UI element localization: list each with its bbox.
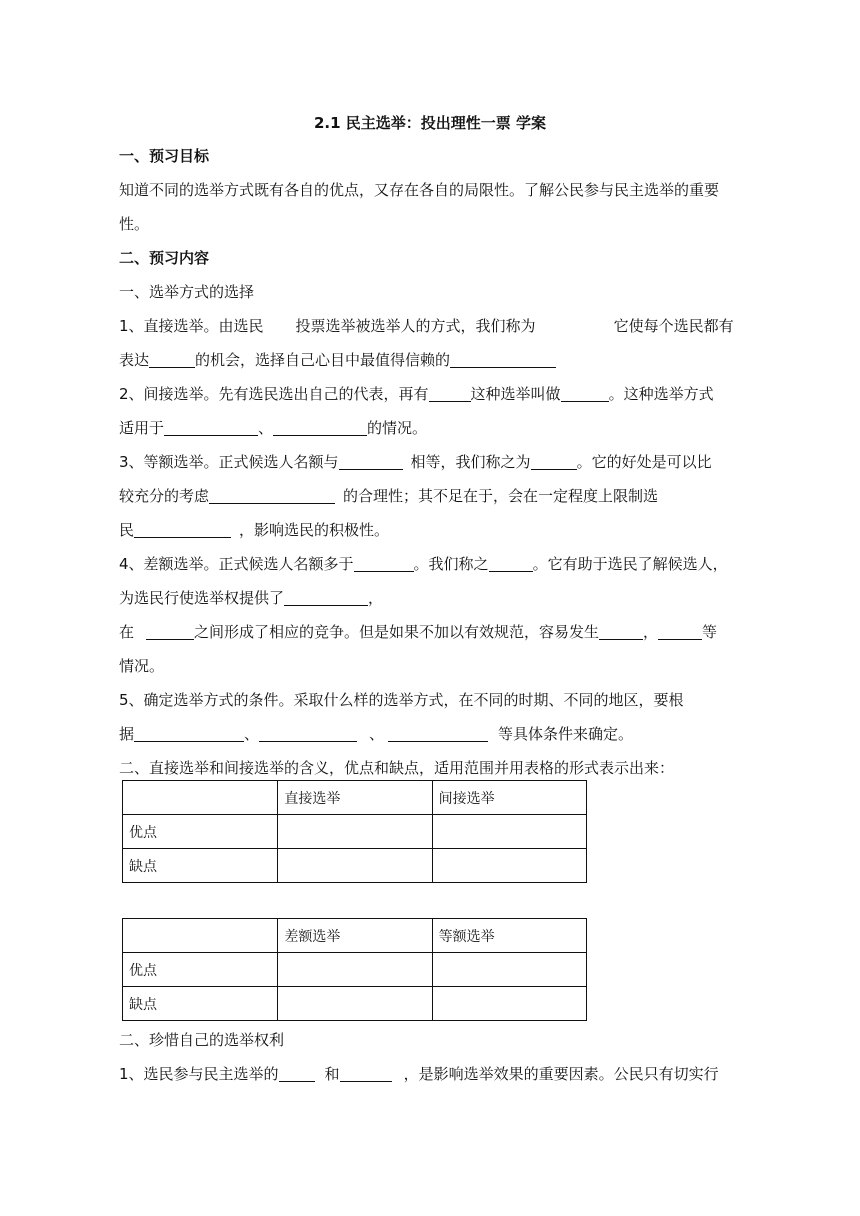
subheading-table-instruction: 二、直接选举和间接选举的含义，优点和缺点，适用范围并用表格的形式表示出来： — [119, 759, 675, 777]
text: 3、等额选举。正式候选人名额与 — [119, 453, 339, 471]
text: 、 — [369, 725, 385, 743]
text: 1、选民参与民主选举的 — [119, 1065, 279, 1083]
conditions-line-2 — [119, 724, 633, 744]
table-header-cell: 等额选举 — [432, 919, 586, 953]
text: 等具体条件来确定。 — [498, 725, 634, 743]
table-cell — [123, 781, 278, 815]
text: 相等，我们称之为 — [410, 453, 531, 471]
table-cell[interactable] — [432, 815, 586, 849]
text: 这种选举叫做 — [470, 385, 561, 403]
text: 1、直接选举。由选民 — [119, 317, 264, 335]
text: 。我们称之 — [413, 555, 489, 573]
fill-blank[interactable] — [164, 419, 258, 436]
goals-text-line-1: 知道不同的选举方式既有各自的优点，又存在各自的局限性。了解公民参与民主选举的重要 — [119, 181, 720, 199]
fill-blank[interactable] — [134, 725, 244, 742]
fill-blank[interactable] — [134, 521, 231, 538]
table-row — [123, 849, 587, 883]
fill-blank[interactable] — [531, 453, 577, 470]
equal-election-line-3 — [119, 520, 389, 540]
competitive-election-line-4: 情况。 — [119, 657, 165, 675]
indirect-election-line-1 — [119, 384, 714, 404]
text: ， — [368, 589, 384, 607]
fill-blank[interactable] — [279, 1065, 315, 1082]
fill-blank[interactable] — [489, 555, 533, 572]
table-cell[interactable] — [432, 987, 586, 1021]
subheading-cherish-rights: 二、珍惜自己的选举权利 — [119, 1031, 285, 1049]
equal-election-line-2 — [119, 486, 658, 506]
text: 它使每个选民都有 — [613, 317, 734, 335]
fill-blank[interactable] — [450, 351, 556, 368]
text: ，影响选民的积极性。 — [239, 521, 390, 539]
indirect-election-line-2 — [119, 418, 427, 438]
table-cell[interactable] — [278, 953, 432, 987]
fill-blank[interactable] — [149, 351, 195, 368]
table-cell[interactable] — [278, 987, 432, 1021]
text: 据 — [119, 725, 135, 743]
text: 投票选举被选举人的方式，我们称为 — [295, 317, 536, 335]
text: 和 — [324, 1065, 340, 1083]
section-heading-preview-content: 二、预习内容 — [119, 249, 210, 267]
goals-text-line-2: 性。 — [119, 215, 150, 233]
text: 。它有助于选民了解候选人， — [532, 555, 728, 573]
text: 4、差额选举。正式候选人名额多于 — [119, 555, 354, 573]
rights-line-1 — [119, 1064, 719, 1084]
fill-blank[interactable] — [284, 589, 368, 606]
text: 、 — [244, 725, 260, 743]
table-cell — [123, 919, 278, 953]
competitive-election-line-2 — [119, 588, 383, 608]
text: ，是影响选举效果的重要因素。公民只有切实行 — [403, 1065, 719, 1083]
page-title: 2.1 民主选举：投出理性一票 学案 — [313, 114, 547, 132]
direct-election-line-1 — [119, 316, 734, 336]
fill-blank[interactable] — [388, 725, 488, 742]
conditions-line-1: 5、确定选举方式的条件。采取什么样的选举方式，在不同的时期、不同的地区，要根 — [119, 691, 684, 709]
table-header-cell: 差额选举 — [278, 919, 432, 953]
table-row — [123, 815, 587, 849]
subheading-election-methods: 一、选举方式的选择 — [119, 283, 255, 301]
text: 表达 — [119, 351, 150, 369]
fill-blank[interactable] — [599, 623, 643, 640]
text: 的合理性；其不足在于，会在一定程度上限制选 — [343, 487, 659, 505]
table-header-row — [123, 781, 587, 815]
row-label: 优点 — [123, 815, 278, 849]
text: 之间形成了相应的竞争。但是如果不加以有效规范，容易发生 — [194, 623, 600, 641]
text: 在 — [119, 623, 135, 641]
fill-blank[interactable] — [259, 725, 357, 742]
section-heading-preview-goals: 一、预习目标 — [119, 147, 210, 165]
row-label: 缺点 — [123, 849, 278, 883]
equal-election-line-1 — [119, 452, 712, 472]
fill-blank[interactable] — [146, 623, 194, 640]
text: 。它的好处是可以比 — [576, 453, 712, 471]
fill-blank[interactable] — [273, 419, 367, 436]
table-header-cell: 间接选举 — [432, 781, 586, 815]
row-label: 优点 — [123, 953, 278, 987]
competitive-equal-table — [122, 918, 587, 1021]
text: 为选民行使选举权提供了 — [119, 589, 285, 607]
table-cell[interactable] — [432, 849, 586, 883]
text: ， — [643, 623, 659, 641]
table-header-cell: 直接选举 — [278, 781, 432, 815]
fill-blank[interactable] — [658, 623, 702, 640]
table-row — [123, 987, 587, 1021]
direct-indirect-table — [122, 780, 587, 883]
text: 的情况。 — [367, 419, 428, 437]
text: 2、间接选举。先有选民选出自己的代表，再有 — [119, 385, 429, 403]
fill-blank[interactable] — [339, 453, 403, 470]
competitive-election-line-3 — [119, 622, 717, 642]
text: 的机会，选择自己心目中最值得信赖的 — [195, 351, 451, 369]
table-cell[interactable] — [432, 953, 586, 987]
fill-blank[interactable] — [354, 555, 414, 572]
table-cell[interactable] — [278, 849, 432, 883]
fill-blank[interactable] — [561, 385, 609, 402]
row-label: 缺点 — [123, 987, 278, 1021]
competitive-election-line-1 — [119, 554, 728, 574]
direct-election-line-2 — [119, 350, 556, 370]
text: 等 — [702, 623, 718, 641]
text: 适用于 — [119, 419, 165, 437]
table-cell[interactable] — [278, 815, 432, 849]
table-row — [123, 953, 587, 987]
text: 。这种选举方式 — [608, 385, 714, 403]
text: 、 — [258, 419, 274, 437]
fill-blank[interactable] — [429, 385, 471, 402]
fill-blank[interactable] — [340, 1065, 392, 1082]
text: 民 — [119, 521, 135, 539]
text: 较充分的考虑 — [119, 487, 210, 505]
fill-blank[interactable] — [209, 487, 335, 504]
table-header-row — [123, 919, 587, 953]
